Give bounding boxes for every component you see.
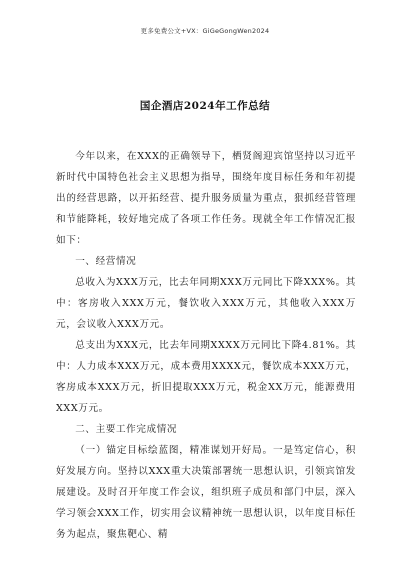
intro-paragraph: 今年以来，在XXX的正确领导下，栖贤阁迎宾馆坚持以习近平新时代中国特色社会主义思想为指导，围绕年度目标任务和年初提出的经营思路，以开拓经营、提升服务质量为重点，狠抓经营管理和节能降耗，较好地完成了各项工作任务。现就全年工作情况汇报如下： [56, 151, 356, 246]
goal-paragraph: （一）锚定目标绘蓝图，精准谋划开好局。一是笃定信心，积好发展方向。坚持以XXX重大决策部署统一思想认识，引领宾馆发展建设。及时召开年度工作会议，组织班子成员和部门中层，深入学习领会XXX工作，切实用会议精神统一思想认识，以年度目标任务为起点，聚焦靶心、精 [56, 445, 356, 540]
revenue-paragraph: 总收入为XXX万元，比去年同期XXX万元同比下降XXX%。其中：客房收入XXX万元，餐饮收入XXX万元，其他收入XXX万元，会议收入XXX万元。 [56, 277, 356, 330]
document-body [56, 146, 356, 545]
document-title: 国企酒店2024年工作总结 [139, 100, 271, 112]
section-heading-main-work: 二、主要工作完成情况 [75, 424, 178, 435]
header-note: 更多免费公文+VX：GiGeGongWen2024 [140, 27, 270, 35]
section-heading-operations: 一、经营情况 [75, 256, 137, 267]
expense-paragraph: 总支出为XXX元，比去年同期XXXX万元同比下降4.81%。其中：人力成本XXX万元，成本费用XXXX元，餐饮成本XXX万元，客房成本XXX万元，折旧提取XXX万元，税金XX万元，能源费用XXX万元。 [56, 340, 356, 414]
